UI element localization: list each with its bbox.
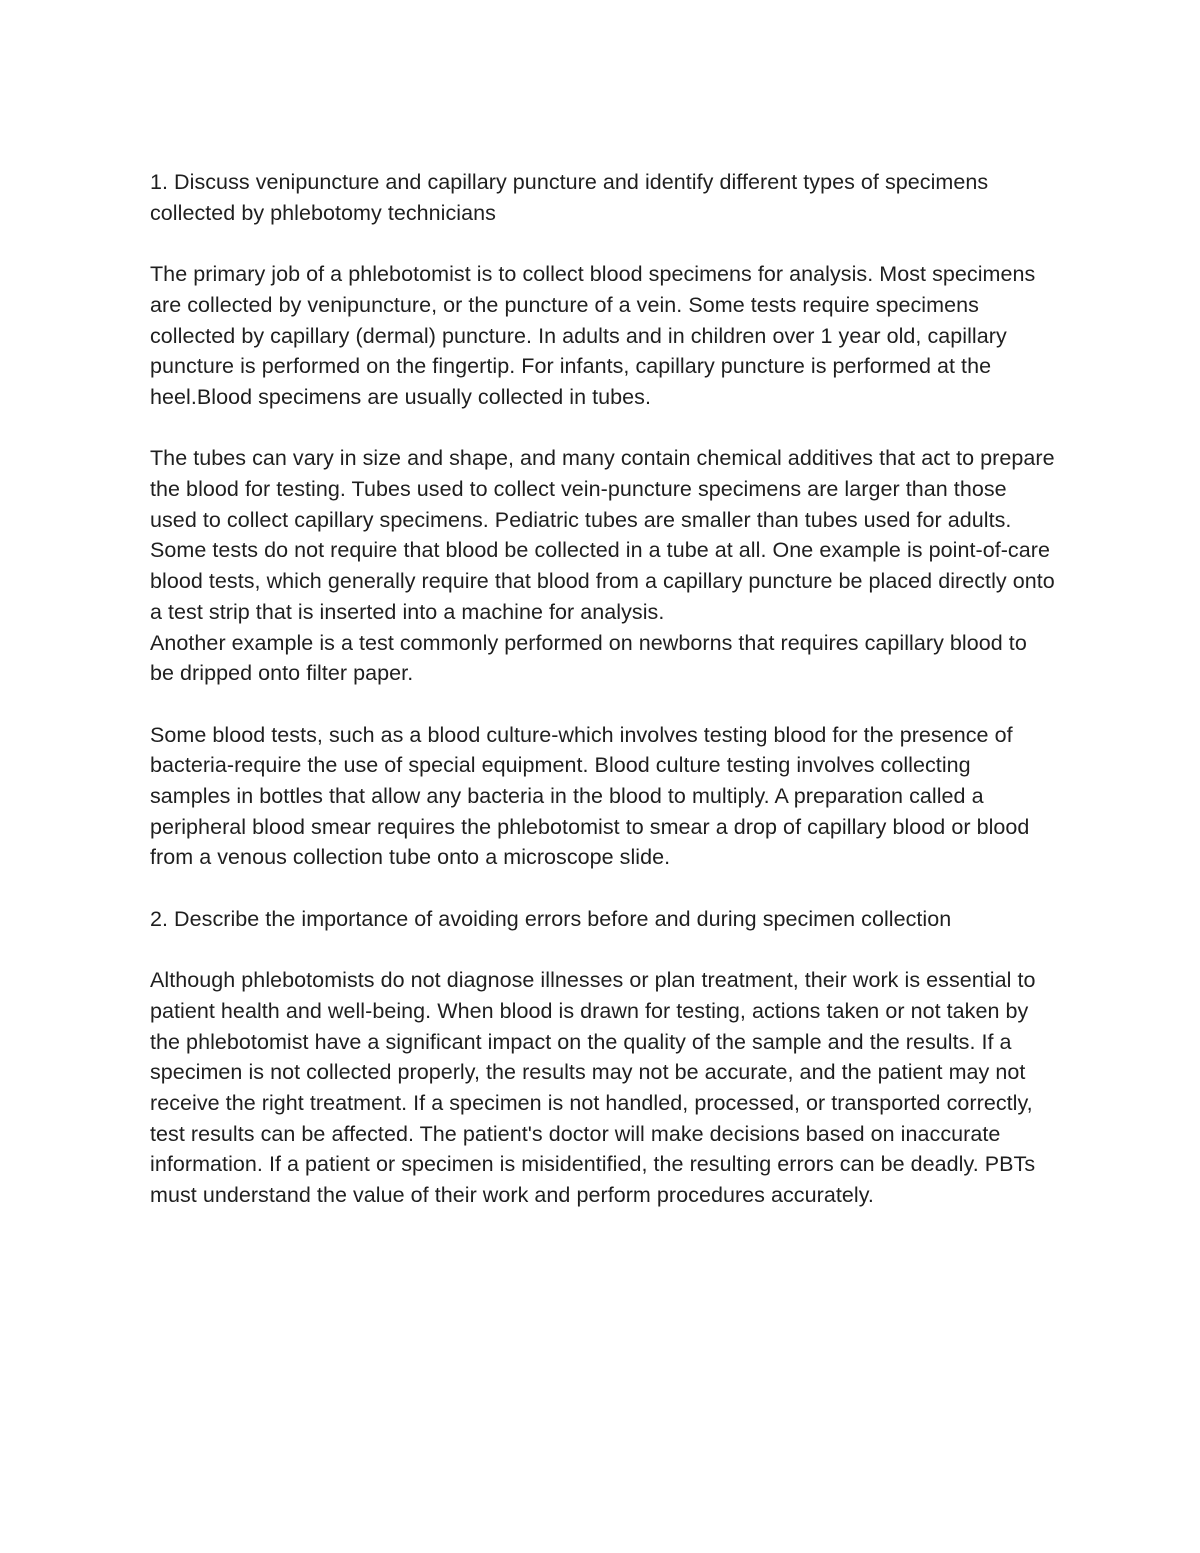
question-1-paragraph-2: The tubes can vary in size and shape, and many contain chemical additives that act to prepare the blood for testing. Tubes used to collect vein-puncture specimens are larger than those used to collect capillary specimens. Pediatric tubes are smaller than tubes used for adults. Some tests do not require that blood be collected in a tube at all. One example is point-of-care blood tests, which generally require that blood from a capillary puncture be placed directly onto a test strip that is inserted into a machine for analysis. (150, 446, 1061, 624)
question-2-heading: 2. Describe the importance of avoiding errors before and during specimen collection (150, 906, 952, 931)
paragraph-spacer (150, 689, 1055, 720)
document-body (150, 167, 1061, 1211)
question-1-heading: 1. Discuss venipuncture and capillary puncture and identify different types of specimens collected by phlebotomy technicians (150, 170, 995, 225)
question-1-paragraph-1: The primary job of a phlebotomist is to collect blood specimens for analysis. Most specimens are collected by venipuncture, or the puncture of a vein. Some tests require specimens collected by capillary (dermal) puncture. In adults and in children over 1 year old, capillary puncture is performed on the fingertip. For infants, capillary puncture is performed at the heel.Blood specimens are usually collected in tubes. (150, 262, 1042, 409)
question-2-paragraph-1: Although phlebotomists do not diagnose illnesses or plan treatment, their work is essential to patient health and well-being. When blood is drawn for testing, actions taken or not taken by the phlebotomist have a significant impact on the quality of the sample and the results. If a specimen is not collected properly, the results may not be accurate, and the patient may not receive the right treatment. If a specimen is not handled, processed, or transported correctly, test results can be affected. The patient's doctor will make decisions based on inaccurate information. If a patient or specimen is misidentified, the resulting errors can be deadly. PBTs must understand the value of their work and perform procedures accurately. (150, 968, 1042, 1208)
paragraph-spacer (150, 935, 1055, 966)
question-1-paragraph-3: Another example is a test commonly performed on newborns that requires capillary blood to be dripped onto filter paper. (150, 630, 1033, 686)
question-1-paragraph-4: Some blood tests, such as a blood culture-which involves testing blood for the presence of bacteria-require the use of special equipment. Blood culture testing involves collecting samples in bottles that allow any bacteria in the blood to multiply. A preparation called a peripheral blood smear requires the phlebotomist to smear a drop of capillary blood or blood from a venous collection tube onto a microscope slide. (150, 722, 1036, 870)
paragraph-spacer (150, 873, 1055, 904)
paragraph-spacer (150, 413, 1055, 444)
paragraph-spacer (150, 228, 1055, 259)
